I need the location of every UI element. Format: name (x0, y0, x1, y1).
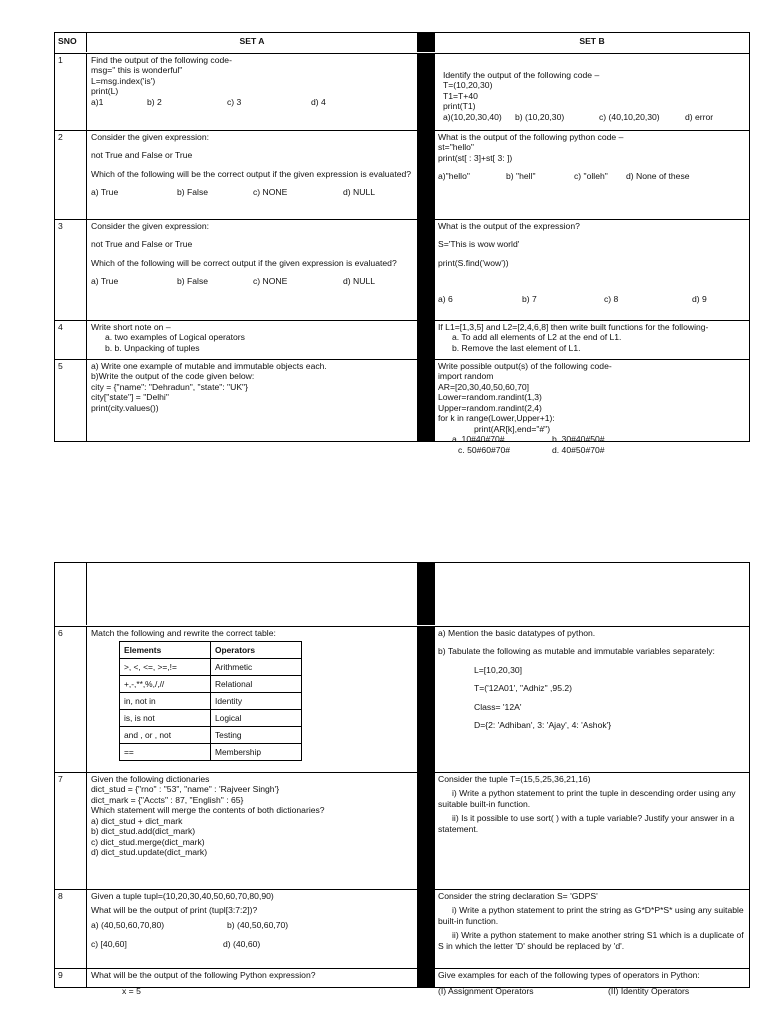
set-a-question (87, 321, 417, 359)
text-line: a) Write one example of mutable and immutable objects each. (91, 361, 327, 371)
option: c) "olleh" (574, 171, 608, 182)
text-line: b)Write the output of the code given below: (91, 371, 255, 382)
text-line: What will be the output of print (tupl[3:7:2])? (91, 905, 258, 916)
answer-options (443, 112, 746, 123)
table-cell: in, not in (120, 693, 211, 710)
divider-bar (417, 627, 435, 772)
question-number: 5 (55, 360, 87, 442)
table-cell: == (120, 744, 211, 761)
option: c) (40,10,20,30) (599, 111, 660, 122)
table-cell: Membership (211, 744, 302, 761)
divider-bar (417, 360, 435, 442)
answer-options (91, 939, 413, 950)
option: (I) Assignment Operators (438, 986, 534, 996)
table-cell: Identity (211, 693, 302, 710)
answer-options (91, 276, 413, 287)
question-table-1 (54, 32, 750, 456)
option: d) 9 (692, 294, 707, 305)
text-line: for k in range(Lower,Upper+1): (438, 413, 555, 424)
question-number: 2 (55, 131, 87, 219)
set-b-question (435, 220, 749, 320)
option: c) NONE (253, 187, 288, 198)
text-line: a) dict_stud + dict_mark (91, 815, 183, 826)
question-row-6 (55, 626, 749, 772)
set-b-question (435, 627, 749, 772)
option: c) 3 (227, 96, 242, 107)
option: a)(10,20,30,40) (443, 111, 502, 122)
option: c) NONE (253, 276, 288, 287)
q9-continuation-b (438, 986, 738, 997)
text-line: Consider the tuple T=(15,5,25,36,21,16) (438, 774, 591, 784)
answer-options (91, 187, 413, 198)
text-line: S='This is wow world' (438, 239, 520, 250)
answer-options (438, 294, 746, 305)
question-number: 8 (55, 890, 87, 968)
text-line: Match the following and rewrite the correct table: (91, 628, 276, 638)
option: d) (40,60) (223, 938, 261, 949)
option: b) (40,50,60,70) (227, 919, 289, 930)
sno-header: SNO (55, 33, 87, 52)
question-number: 4 (55, 321, 87, 359)
table-cell: >, <, <=, >=,!= (120, 659, 211, 676)
question-number: 7 (55, 773, 87, 889)
text-line: T=(10,20,30) (443, 80, 493, 91)
text-line: city = {"name": "Dehradun", "state": "UK"} (91, 381, 248, 392)
text-line: ii) Is it possible to use sort( ) with a tuple variable? Justify your answer in a statement. (438, 813, 735, 834)
table-cell: Relational (211, 676, 302, 693)
text-line: a. To add all elements of L2 at the end of L1. (452, 332, 622, 343)
text-line: Which of the following will be correct output if the given expression is evaluated? (91, 257, 397, 268)
set-a-question (87, 220, 417, 320)
option: c) [40,60] (91, 938, 127, 949)
divider-bar (417, 220, 435, 320)
question-row-4 (55, 320, 749, 359)
option: b) 7 (522, 294, 537, 305)
text-line: b. b. Unpacking of tuples (105, 342, 200, 353)
answer-options (91, 97, 413, 108)
question-row-7 (55, 772, 749, 889)
text-line: not True and False or True (91, 239, 193, 250)
text-line: dict_mark = {"Accts" : 87, "English" : 65} (91, 794, 244, 805)
text-line: Give examples for each of the following types of operators in Python: (438, 970, 700, 980)
text-line: x = 5 (122, 986, 141, 996)
answer-options (438, 171, 746, 182)
q9-continuation-a (90, 986, 420, 996)
table-cell: Testing (211, 727, 302, 744)
set-a-question (87, 890, 417, 968)
text-line: T=('12A01', "Adhiz" ,95.2) (474, 683, 572, 694)
question-row-1 (55, 53, 749, 130)
table-row (120, 659, 302, 676)
text-line: city["state"] = "Delhi" (91, 392, 169, 403)
divider-bar (417, 563, 435, 625)
text-line: b) dict_stud.add(dict_mark) (91, 826, 196, 837)
divider-bar (417, 321, 435, 359)
table-cell: +,-,**,%,/,// (120, 676, 211, 693)
table-cell: is, is not (120, 710, 211, 727)
set-b-question (435, 321, 749, 359)
divider-bar (417, 773, 435, 889)
question-number: 3 (55, 220, 87, 320)
text-line: print(AR[k],end="#") (474, 423, 551, 434)
table-cell: Arithmetic (211, 659, 302, 676)
text-line: a) Mention the basic datatypes of python. (438, 628, 596, 638)
blank-cell (87, 563, 417, 625)
text-line: D={2: 'Adhiban', 3: 'Ajay', 4: 'Ashok'} (474, 720, 612, 731)
divider-bar (417, 131, 435, 219)
text-line: b. Remove the last element of L1. (452, 342, 581, 353)
text-line: st="hello" (438, 142, 474, 153)
answer-options (438, 434, 746, 445)
text-line: not True and False or True (91, 150, 193, 161)
match-table (119, 641, 302, 761)
text-line: L=[10,20,30] (474, 664, 523, 675)
divider-bar (417, 33, 435, 52)
text-line: Class= '12A' (474, 701, 522, 712)
option: a)1 (91, 96, 104, 107)
text-line: What is the output of the expression? (438, 221, 580, 231)
blank-cell (55, 563, 87, 625)
answer-options (438, 986, 738, 997)
text-line: dict_stud = {"rno" : "53", "name" : 'Rajveer Singh'} (91, 784, 280, 795)
table-header-cell: Operators (211, 642, 302, 659)
option: c) 8 (604, 294, 619, 305)
set-a-header: SET A (239, 36, 265, 46)
option: (II) Identity Operators (608, 986, 690, 996)
text-line: Identify the output of the following code – (443, 70, 600, 80)
option: c. 50#60#70# (458, 445, 511, 456)
question-row-2 (55, 130, 749, 219)
text-line: a. two examples of Logical operators (105, 332, 245, 343)
question-row-9 (55, 968, 749, 988)
table-cell: Logical (211, 710, 302, 727)
text-line: Consider the string declaration S= 'GDPS' (438, 891, 598, 901)
question-number: 6 (55, 627, 87, 772)
set-b-question (435, 360, 749, 456)
divider-bar (417, 54, 435, 130)
text-line: L=msg.index('is') (91, 75, 156, 86)
set-b-question (435, 890, 749, 968)
set-a-question (87, 360, 417, 442)
option: b) "hell" (506, 171, 536, 182)
option: d) NULL (343, 187, 375, 198)
option: b) (10,20,30) (515, 111, 565, 122)
text-line: Consider the given expression: (91, 221, 209, 231)
text-line: Write possible output(s) of the following code- (438, 361, 612, 371)
table-header-cell: Elements (120, 642, 211, 659)
table-row (120, 642, 302, 659)
option: b. 30#40#50# (552, 434, 605, 445)
text-line: AR=[20,30,40,50,60,70] (438, 381, 530, 392)
text-line: import random (438, 371, 494, 382)
option: d) NULL (343, 276, 375, 287)
text-line: T1=T+40 (443, 90, 478, 101)
question-row-3 (55, 219, 749, 320)
option: d) 4 (311, 96, 326, 107)
option: d. 40#50#70# (552, 445, 605, 456)
blank-cell (435, 563, 749, 625)
option: a. 10#40#70# (452, 434, 505, 445)
text-line: If L1=[1,3,5] and L2=[2,4,6,8] then write built functions for the following- (438, 322, 709, 332)
set-b-question (435, 54, 749, 130)
set-b-question (435, 773, 749, 889)
text-line: Given a tuple tupl=(10,20,30,40,50,60,70,80,90) (91, 891, 274, 901)
table-cell: and , or , not (120, 727, 211, 744)
option: b) False (177, 276, 209, 287)
text-line: i) Write a python statement to print the tuple in descending order using any suitable built-in function. (438, 788, 736, 809)
text-line: Find the output of the following code- (91, 55, 232, 65)
option: d) None of these (626, 171, 690, 182)
table-row (120, 744, 302, 761)
text-line: ii) Write a python statement to make another string S1 which is a duplicate of S in which the letter 'D' should be replaced by 'd'. (438, 930, 744, 951)
question-number: 1 (55, 54, 87, 130)
text-line: What is the output of the following python code – (438, 132, 624, 142)
text-line: print(S.find('wow')) (438, 257, 509, 268)
text-line: msg=" this is wonderful" (91, 65, 183, 76)
option: b) False (177, 187, 209, 198)
text-line: c) dict_stud.merge(dict_mark) (91, 836, 205, 847)
text-line: What will be the output of the following Python expression? (91, 970, 316, 980)
set-a-question (87, 773, 417, 889)
blank-header-row (55, 563, 749, 625)
text-line: Upper=random.randint(2,4) (438, 402, 542, 413)
table-row (120, 693, 302, 710)
set-a-question (87, 627, 417, 772)
text-line: Consider the given expression: (91, 132, 209, 142)
set-b-header: SET B (579, 36, 605, 46)
divider-bar (417, 890, 435, 968)
option: a) 6 (438, 294, 453, 305)
question-row-5 (55, 359, 749, 456)
text-line: print(L) (91, 86, 119, 97)
text-line: Given the following dictionaries (91, 774, 210, 784)
answer-options (438, 445, 746, 456)
answer-options (91, 920, 413, 931)
table-row (120, 676, 302, 693)
set-a-question (87, 131, 417, 219)
question-number: 9 (55, 969, 87, 988)
text-line: print(st[ : 3]+st[ 3: ]) (438, 152, 513, 163)
question-row-8 (55, 889, 749, 968)
text-line: Which of the following will be the correct output if the given expression is evaluated? (91, 168, 412, 179)
set-b-question (435, 131, 749, 219)
text-line: b) Tabulate the following as mutable and immutable variables separately: (438, 646, 715, 657)
table-row (120, 710, 302, 727)
option: a) True (91, 187, 119, 198)
question-table-2 (54, 562, 750, 988)
text-line: print(T1) (443, 101, 476, 112)
table-header-row (55, 33, 749, 52)
option: d) error (685, 111, 714, 122)
text-line: Write short note on – (91, 322, 171, 332)
option: a) True (91, 276, 119, 287)
option: a) (40,50,60,70,80) (91, 919, 165, 930)
set-a-question (87, 54, 417, 130)
option: a)"hello" (438, 171, 470, 182)
text-line: i) Write a python statement to print the string as G*D*P*S* using any suitable built-in function. (438, 905, 744, 926)
option: b) 2 (147, 96, 162, 107)
text-line: d) dict_stud.update(dict_mark) (91, 847, 208, 858)
text-line: Lower=random.randint(1,3) (438, 392, 542, 403)
table-row (120, 727, 302, 744)
text-line: print(city.values()) (91, 402, 159, 413)
text-line: Which statement will merge the contents of both dictionaries? (91, 805, 325, 816)
